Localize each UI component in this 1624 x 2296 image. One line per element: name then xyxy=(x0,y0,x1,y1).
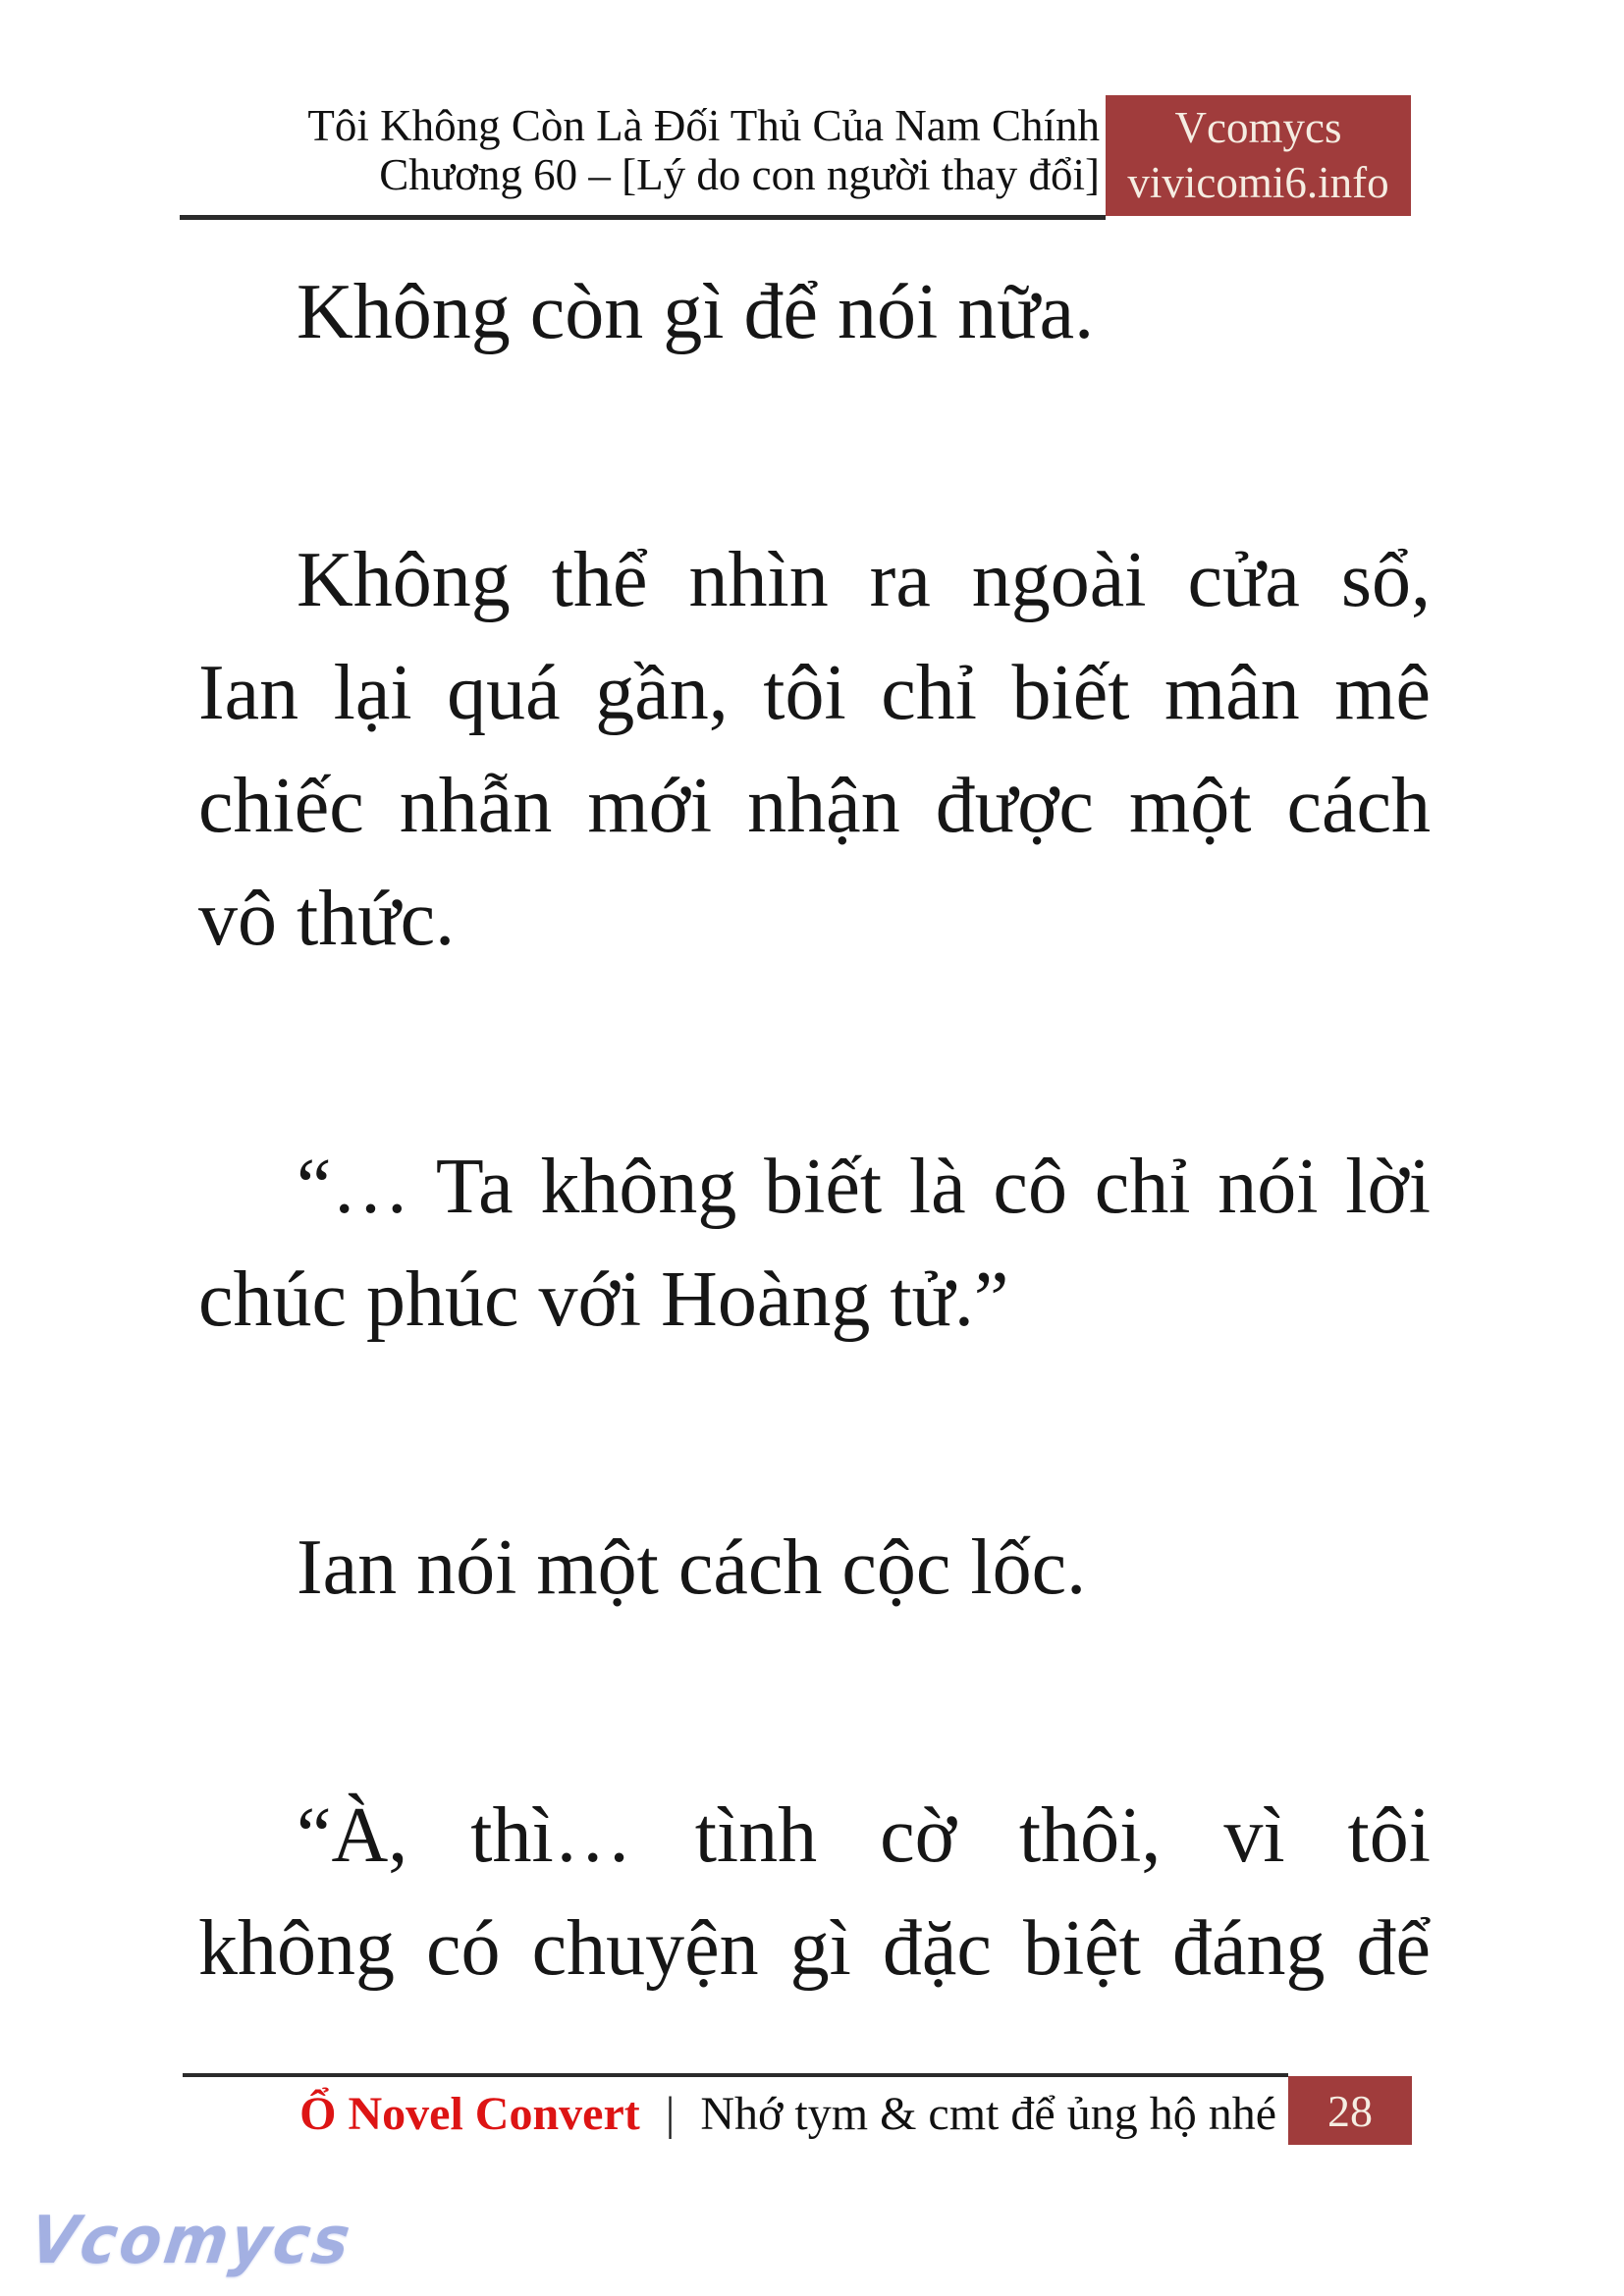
brand-name: Vcomycs xyxy=(1174,103,1342,152)
text-line: Không còn gì để nói nữa. xyxy=(297,269,1095,355)
text-line: không có chuyện gì đặc biệt đáng để xyxy=(198,1905,1431,1992)
text-line: Không thể nhìn ra ngoài cửa sổ, xyxy=(297,537,1431,623)
text-line: chiếc nhẫn mới nhận được một cách xyxy=(198,763,1431,849)
text-line: vô thức. xyxy=(198,876,456,962)
footer-message: Nhớ tym & cmt để ủng hộ nhé xyxy=(700,2088,1276,2140)
brand-box xyxy=(1106,95,1411,216)
footer-brand: Ổ Novel Convert xyxy=(299,2088,640,2140)
paragraph xyxy=(198,1131,1431,1357)
chapter-title: Chương 60 – [Lý do con người thay đổi] xyxy=(379,150,1100,199)
body-text xyxy=(198,256,1431,2005)
book-title: Tôi Không Còn Là Đối Thủ Của Nam Chính xyxy=(307,101,1100,150)
text-line: Ian lại quá gần, tôi chỉ biết mân mê xyxy=(198,650,1431,736)
header-divider xyxy=(180,215,1106,220)
vcomycs-watermark: Vcomycs xyxy=(26,2201,358,2278)
text-line: “… Ta không biết là cô chỉ nói lời xyxy=(297,1144,1431,1230)
footer-divider xyxy=(183,2073,1288,2077)
paragraph xyxy=(198,524,1431,976)
paragraph xyxy=(198,1512,1431,1625)
text-line: Ian nói một cách cộc lốc. xyxy=(297,1524,1087,1611)
footer-separator: | xyxy=(665,2088,676,2140)
paragraph xyxy=(198,1780,1431,2005)
footer-credit xyxy=(299,2085,1276,2144)
text-line: “À, thì… tình cờ thôi, vì tôi xyxy=(297,1792,1431,1879)
page-number: 28 xyxy=(1327,2085,1373,2136)
paragraph xyxy=(198,256,1431,369)
text-line: chúc phúc với Hoàng tử.” xyxy=(198,1256,1009,1343)
brand-site: vivicomi6.info xyxy=(1127,158,1389,207)
header xyxy=(182,101,1100,199)
page-number-box xyxy=(1288,2076,1412,2145)
